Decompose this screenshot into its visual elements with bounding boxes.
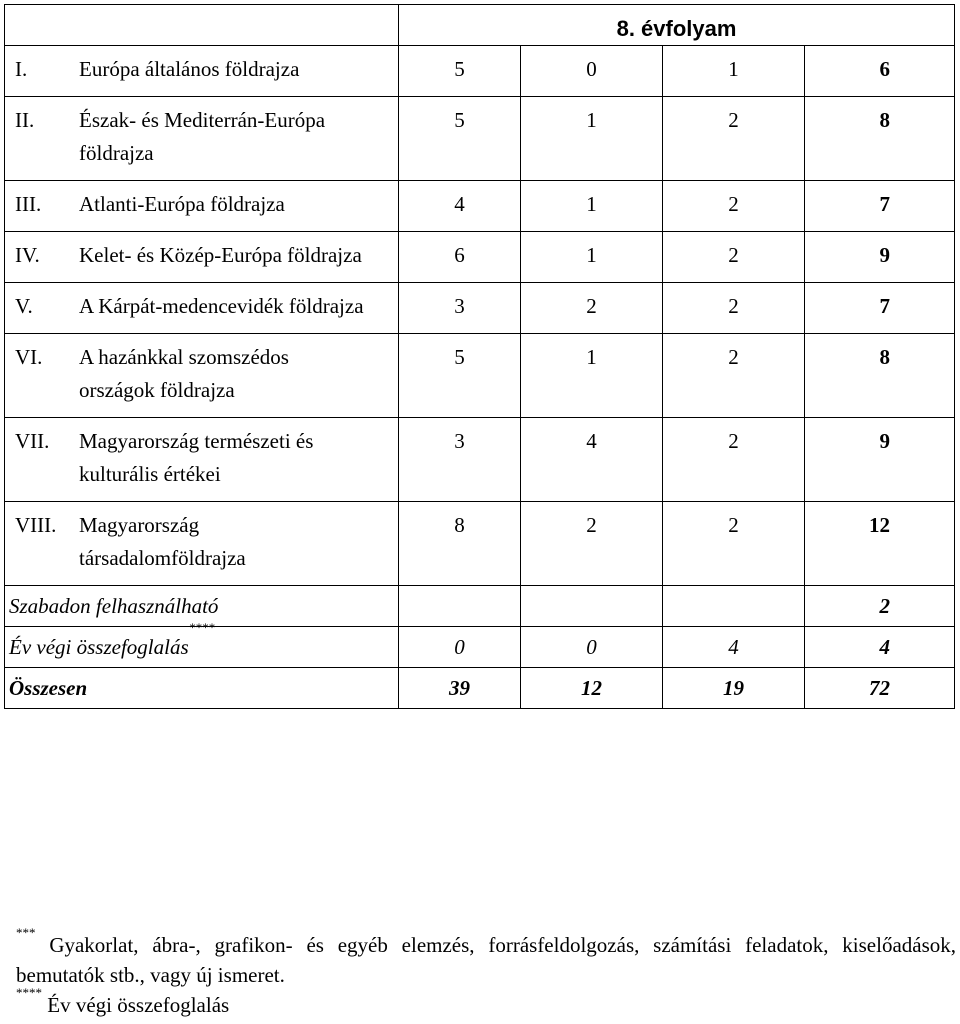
topic-c3: 1 <box>663 46 805 97</box>
topic-total: 9 <box>805 232 955 283</box>
topic-c2: 2 <box>521 283 663 334</box>
topic-c1: 6 <box>399 232 521 283</box>
topic-c3: 2 <box>663 232 805 283</box>
review-c1: 0 <box>399 627 521 668</box>
table-row <box>5 418 955 502</box>
grand-label: Összesen <box>5 668 399 709</box>
topic-name: Magyarország természeti és kulturális értékei <box>79 429 314 486</box>
review-footnote-mark: **** <box>188 620 215 635</box>
topic-total: 8 <box>805 334 955 418</box>
topic-roman: IV. <box>15 243 40 267</box>
review-row <box>5 627 955 668</box>
table-row <box>5 334 955 418</box>
header-row <box>5 5 955 46</box>
topic-name: Észak- és Mediterrán-Európa földrajza <box>79 108 326 165</box>
topic-c3: 2 <box>663 181 805 232</box>
topic-c2: 1 <box>521 232 663 283</box>
topic-roman: VII. <box>15 429 50 453</box>
review-label: Év végi összefoglalás <box>9 635 189 659</box>
topic-c3: 2 <box>663 283 805 334</box>
topic-c3: 2 <box>663 418 805 502</box>
topic-c2: 2 <box>521 502 663 586</box>
topic-roman: VIII. <box>15 513 57 537</box>
table-row <box>5 46 955 97</box>
table-row <box>5 232 955 283</box>
topic-name: A hazánkkal szomszédos országok földrajza <box>79 345 289 402</box>
topic-name: A Kárpát-medencevidék földrajza <box>79 294 364 318</box>
header-empty-cell <box>5 5 399 46</box>
topic-roman: V. <box>15 294 33 318</box>
topic-c2: 1 <box>521 181 663 232</box>
topic-c1: 5 <box>399 334 521 418</box>
topic-c1: 8 <box>399 502 521 586</box>
grand-total: 72 <box>805 668 955 709</box>
curriculum-table <box>4 4 955 709</box>
table-row <box>5 283 955 334</box>
topic-c1: 4 <box>399 181 521 232</box>
topic-total: 8 <box>805 97 955 181</box>
grand-c1: 39 <box>399 668 521 709</box>
topic-c1: 5 <box>399 97 521 181</box>
topic-total: 6 <box>805 46 955 97</box>
free-total: 2 <box>805 586 955 627</box>
topic-c1: 5 <box>399 46 521 97</box>
grade-title: 8. évfolyam <box>399 5 955 46</box>
topic-c2: 0 <box>521 46 663 97</box>
topic-c1: 3 <box>399 283 521 334</box>
topic-c2: 4 <box>521 418 663 502</box>
topic-name: Magyarország társadalomföldrajza <box>79 513 246 570</box>
footnote-2-text: Év végi összefoglalás <box>47 993 230 1017</box>
free-row <box>5 586 955 627</box>
review-total: 4 <box>805 627 955 668</box>
topic-c3: 2 <box>663 97 805 181</box>
grand-total-row <box>5 668 955 709</box>
topic-c2: 1 <box>521 334 663 418</box>
topic-total: 7 <box>805 181 955 232</box>
footnote-2 <box>16 985 956 1020</box>
footnote-1-mark: *** <box>16 925 36 940</box>
topic-roman: III. <box>15 192 42 216</box>
topic-name: Atlanti-Európa földrajza <box>79 192 285 216</box>
topic-c3: 2 <box>663 334 805 418</box>
review-label-cell <box>5 620 399 668</box>
topic-total: 9 <box>805 418 955 502</box>
free-label: Szabadon felhasználható <box>5 586 399 627</box>
topic-total: 7 <box>805 283 955 334</box>
review-c3: 4 <box>663 627 805 668</box>
topic-roman: VI. <box>15 345 43 369</box>
topic-name: Kelet- és Közép-Európa földrajza <box>79 243 362 267</box>
footnote-1-text: Gyakorlat, ábra-, grafikon- és egyéb elemzés, forrásfeldolgozás, számítási feladatok, kiselőadások, bemutatók stb., vagy új ismeret. <box>16 933 957 987</box>
footnote-1 <box>16 925 957 990</box>
topic-c2: 1 <box>521 97 663 181</box>
topic-total: 12 <box>805 502 955 586</box>
footnote-2-mark: **** <box>16 985 42 1000</box>
review-c2: 0 <box>521 627 663 668</box>
grand-c2: 12 <box>521 668 663 709</box>
table-row <box>5 97 955 181</box>
table-row <box>5 502 955 586</box>
topic-roman: II. <box>15 108 35 132</box>
table-row <box>5 181 955 232</box>
topic-roman: I. <box>15 57 28 81</box>
footnotes <box>16 925 957 1020</box>
grand-c3: 19 <box>663 668 805 709</box>
topic-name: Európa általános földrajza <box>79 57 300 81</box>
topic-c3: 2 <box>663 502 805 586</box>
topic-c1: 3 <box>399 418 521 502</box>
